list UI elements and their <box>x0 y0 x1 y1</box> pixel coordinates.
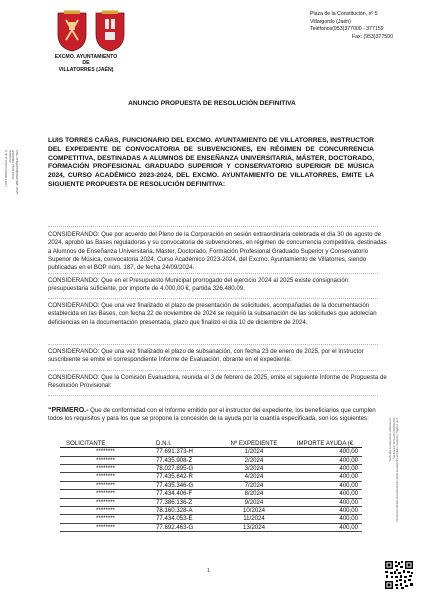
address-town: Villargordo (Jaén) <box>310 18 351 25</box>
coat-of-arms <box>52 10 132 52</box>
table-row <box>60 523 362 531</box>
table-header-row <box>60 440 362 448</box>
cell-dni: 77.434.053-E <box>150 515 220 523</box>
side-stamp-line: Fecha Firma: 04/02/2025 <box>12 150 15 179</box>
col-header-expediente: Nº EXPEDIENTE <box>220 440 288 448</box>
col-header-importe: IMPORTE AYUDA (€ <box>288 440 362 448</box>
cell-importe: 400,00 <box>288 481 362 489</box>
side-stamp-line: LUIS TORRES CAÑAS (1 de 1) <box>5 150 8 187</box>
org-line-3: VILLATORRES (JAÉN) <box>58 66 114 73</box>
cell-solicitante: ******** <box>60 456 150 464</box>
address-street: Plaza de la Constitución, nº 5 <box>310 11 378 17</box>
divider <box>48 226 378 227</box>
cell-expediente: 10/2024 <box>220 506 288 514</box>
side-stamp-line: HASH: a8f4cd56e2bb1a0934de77f0c2 <box>15 150 19 195</box>
beneficiaries-table <box>60 440 362 532</box>
table-row <box>60 490 362 498</box>
primero-label: “PRIMERO.- <box>48 407 89 414</box>
cell-dni: 77.386.136-Z <box>150 498 220 506</box>
cell-importe: 400,00 <box>288 506 362 514</box>
cell-solicitante: ******** <box>60 464 150 472</box>
considerando-paragraph: CONSIDERANDO: Que por acuerdo del Pleno de la Corporación en sesión extraordinaria celebrada el día 30 de agosto de 2024, aprobó las Bases reguladoras y su convocatoria de subvenciones, en régimen de concurrencia competitiva, destinadas a Alumnos de Enseñanza Universitaria, Máster, Doctorado, Formación Profesional Graduado Superior y Conservatorio Superior de Música, convocatoria 2024, Curso Académico 2023-2024, del Excmo. Ayuntamiento de Villatorres, siendo publicadas en el BOP núm. 187, de fecha 24/09/2024. <box>48 231 387 272</box>
organization-name <box>40 54 132 73</box>
considerando-paragraph: CONSIDERANDO: Que la Comisión Evaluadora, reunida el 3 de febrero de 2025, emite el siguiente Informe de Propuesta de Resolución Provisional: <box>48 374 387 390</box>
cell-dni: 78.160.328-A <box>150 506 220 514</box>
side-stamp-line: Verificación: 9lzHxL2Bq7W4T8mZ0k <box>392 418 396 459</box>
org-line-2: DE <box>82 60 90 67</box>
side-stamp-line: Documento firmado electrónicamente desde la plataforma esPublico Gestiona | Página 1 de 3 <box>396 418 399 522</box>
cell-expediente: 8/2024 <box>220 490 288 498</box>
org-line-1: EXCMO. AYUNTAMIENTO <box>54 54 118 60</box>
cell-dni: 77.435.346-G <box>150 481 220 489</box>
cell-solicitante: ******** <box>60 448 150 456</box>
cell-dni: 77.435.908-Z <box>150 456 220 464</box>
cell-importe: 400,00 <box>288 523 362 531</box>
cell-solicitante: ******** <box>60 481 150 489</box>
cell-expediente: 9/2024 <box>220 498 288 506</box>
page-number: 1 <box>207 568 211 574</box>
qr-code-icon <box>384 560 414 590</box>
considerando-paragraph: CONSIDERANDO: Que en el Presupuesto Municipal prorrogado del ejercicio 2024 al 2025 existe consignación presupuestaria suficiente, por importe de 4.000,00 €, partida 326.480.09. <box>48 277 349 293</box>
table-row <box>60 473 362 481</box>
divider <box>48 344 378 345</box>
cell-solicitante: ******** <box>60 473 150 481</box>
cell-expediente: 3/2024 <box>220 464 288 472</box>
signature-side-stamp <box>5 150 21 212</box>
cell-importe: 400,00 <box>288 456 362 464</box>
primero-text: Que de conformidad con el Informe emitido por el instructor del expediente, los beneficiarios que cumplen todos los requisitos y para los que se propone la concesión de la ayuda por la cuantía especificada, son los siguientes: <box>48 407 376 423</box>
address-phones: Teléfonos(953)377000 - 377159 <box>310 26 384 33</box>
intro-paragraph: LUIS TORRES CAÑAS, FUNCIONARIO DEL EXCMO. AYUNTAMIENTO DE VILLATORRES, INSTRUCTOR DEL EXPEDIENTE DE CONVOCATORIA DE SUBVENCIONES, EN RÉGIMEN DE CONCURRENCIA COMPETITIVA, DESTINADAS A ALUMNOS DE ENSEÑANZA UNIVERSITARIA, MÁSTER, DOCTORADO, FORMACIÓN PROFESIONAL GRADUADO SUPERIOR Y CONSERVATORIO SUPERIOR DE MÚSICA 2024, CURSO ACADÉMICO 2023-2024, DEL EXCMO. AYUNTAMIENTO DE VILLATORRES, EMITE LA SIGUIENTE PROPUESTA DE RESOLUCIÓN DEFINITIVA: <box>48 137 374 188</box>
address-fax: Fax: (953)377500 <box>352 33 393 40</box>
cell-solicitante: ******** <box>60 515 150 523</box>
cell-expediente: 7/2024 <box>220 481 288 489</box>
cell-importe: 400,00 <box>288 464 362 472</box>
cell-importe: 400,00 <box>288 448 362 456</box>
table-row <box>60 506 362 514</box>
cell-expediente: 2/2024 <box>220 456 288 464</box>
side-stamp-line: Verificable en https://sede.villatorres.es <box>389 418 392 462</box>
cell-dni: 77.434.406-F <box>150 490 220 498</box>
cell-expediente: 13/2024 <box>220 523 288 531</box>
table-row <box>60 464 362 472</box>
table-row <box>60 448 362 456</box>
cell-dni: 78.027.895-G <box>150 464 220 472</box>
cell-importe: 400,00 <box>288 473 362 481</box>
cell-dni: 77.435.642-R <box>150 473 220 481</box>
divider <box>48 370 378 371</box>
cell-solicitante: ******** <box>60 490 150 498</box>
verification-side-stamp <box>390 418 410 558</box>
divider <box>48 298 378 299</box>
primero-paragraph <box>48 407 378 424</box>
cell-importe: 400,00 <box>288 515 362 523</box>
col-header-solicitante: SOLICITANTE <box>60 440 150 448</box>
cell-dni: 77.691.373-H <box>150 448 220 456</box>
divider <box>48 273 378 274</box>
cell-solicitante: ******** <box>60 523 150 531</box>
document-title: ANUNCIO PROPUESTA DE RESOLUCIÓN DEFINITIVA <box>128 100 296 107</box>
col-header-dni: D.N.I. <box>150 440 220 448</box>
divider <box>48 395 378 396</box>
cell-solicitante: ******** <box>60 498 150 506</box>
side-stamp-line: Presidente <box>8 150 12 163</box>
table-body <box>60 448 362 532</box>
address-block <box>310 11 412 41</box>
table-row <box>60 481 362 489</box>
cell-importe: 400,00 <box>288 490 362 498</box>
cell-dni: 77.692.463-G <box>150 523 220 531</box>
cell-expediente: 11/2024 <box>220 515 288 523</box>
considerando-paragraph: CONSIDERANDO: Que una vez finalizado el plazo de presentación de solicitudes, acompañadas de la documentación establecida en las Bases, con fecha 22 de noviembre de 2024 se requirió la subsanación de las solicitudes que adolecían deficiencias en la documentación presentada, plazo que finalizó el día 10 de diciembre de 2024. <box>48 302 377 326</box>
considerando-paragraph: CONSIDERANDO: Que una vez finalizado el plazo de subsanación, con fecha 23 de enero de 2025, por el Instructor suscribiente se emite el correspondiente Informe de Evaluación, obrante en el expediente. <box>48 348 364 364</box>
shield-right-icon <box>96 11 124 52</box>
cell-solicitante: ******** <box>60 506 150 514</box>
table-row <box>60 456 362 464</box>
table-row <box>60 515 362 523</box>
cell-expediente: 4/2024 <box>220 473 288 481</box>
table-row <box>60 498 362 506</box>
cell-importe: 400,00 <box>288 498 362 506</box>
cell-expediente: 1/2024 <box>220 448 288 456</box>
shield-left-icon <box>58 11 86 52</box>
